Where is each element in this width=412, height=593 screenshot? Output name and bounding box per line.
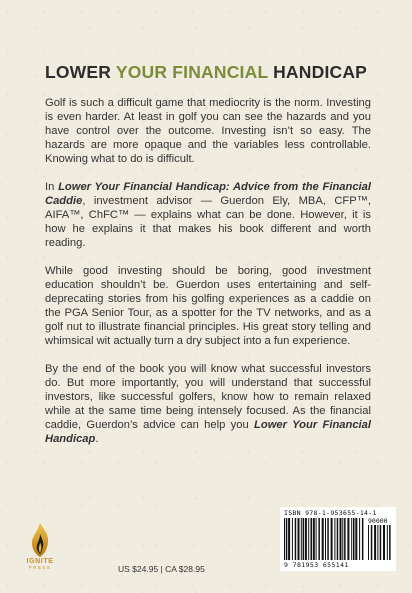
blurb-paragraph-4-pre: By the end of the book you will know what successful investors do. But more importantly, you will understand that successful investors, like successful golfers, know how to remain relaxed while at the same time being intensely focused. As the financial caddie, Guerdon’s advice can help you bbox=[45, 363, 371, 431]
publisher-sub: PRESS bbox=[28, 565, 52, 570]
blurb-paragraph-2 bbox=[45, 180, 371, 250]
book-title bbox=[0, 62, 412, 83]
barcode-digits: 9 781953 655141 bbox=[284, 561, 349, 569]
blurb bbox=[45, 96, 371, 460]
flame-logo-icon bbox=[28, 522, 52, 558]
blurb-paragraph-2-post: , investment advisor — Guerdon Ely, MBA, CFP™, AIFA™, ChFC™ — explains what can be done. However, it is how he explains it that makes his book different and worth reading. bbox=[45, 195, 371, 249]
ean-barcode-bars bbox=[284, 518, 364, 560]
addon-barcode-bars bbox=[368, 525, 392, 560]
blurb-paragraph-1: Golf is such a difficult game that mediocrity is the norm. Investing is even harder. At least in golf you can see the hazards and you have control over the outcome. Investing isn’t so easy. The hazards are more opaque and the variables less controllable. Knowing what to do is difficult. bbox=[45, 97, 371, 165]
book-title-italic-closing: Lower Your Financial Handicap bbox=[45, 419, 371, 445]
isbn-number: ISBN 978-1-953655-14-1 bbox=[284, 509, 377, 517]
blurb-paragraph-2-pre: In bbox=[45, 181, 59, 193]
book-title-italic: Lower Your Financial Handicap: Advice from the Financial Caddie bbox=[45, 181, 371, 207]
retail-price: US $24.95 | CA $28.95 bbox=[118, 564, 205, 574]
blurb-paragraph-4-post: . bbox=[95, 433, 99, 445]
title-part-your-financial: YOUR FINANCIAL bbox=[115, 62, 269, 82]
title-part-handicap: HANDICAP bbox=[268, 62, 368, 82]
blurb-paragraph-3: While good investing should be boring, good investment education shouldn’t be. Guerdon uses entertaining and self-deprecating stories from his golfing experiences as a caddie on the PGA Senior Tour, as a spotter for the TV networks, and as a golf nut to illustrate financial principles. His great story telling and whimsical wit actually turn a dry subject into a fun experience. bbox=[45, 265, 371, 347]
publisher-logo bbox=[22, 522, 58, 582]
isbn-barcode bbox=[280, 507, 396, 571]
blurb-paragraph-4 bbox=[45, 362, 371, 446]
publisher-name: IGNITE bbox=[26, 558, 54, 565]
title-part-lower: LOWER bbox=[44, 62, 116, 82]
price-code: 90000 bbox=[368, 517, 388, 525]
